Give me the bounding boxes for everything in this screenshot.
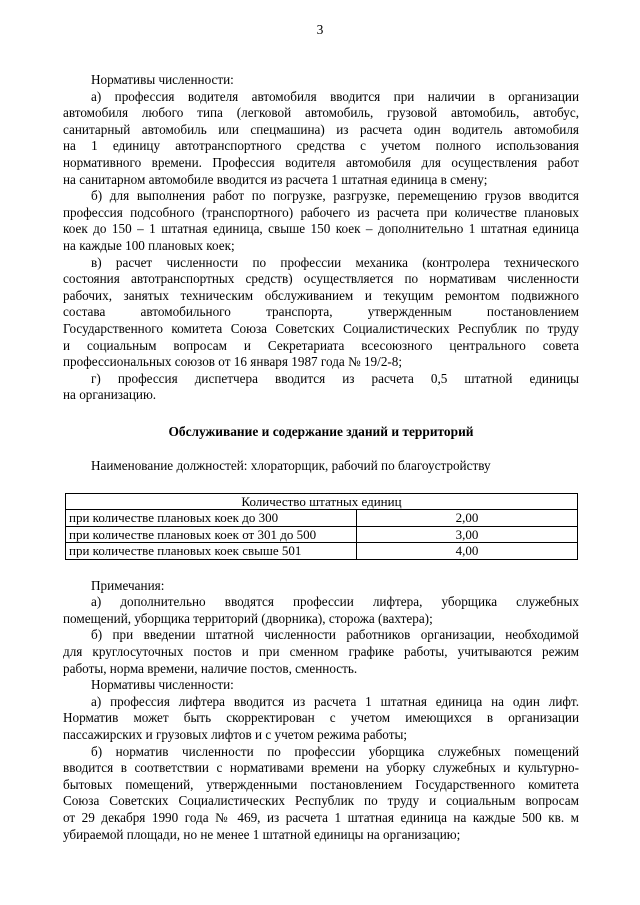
table-row [66, 510, 578, 526]
text-line: на 1 единицу автотранспортного средства с учетом полного использования [63, 138, 579, 154]
text-line: вводится в соответствии с нормативами времени на уборку служебных и культурно- [63, 760, 579, 776]
staff-table [65, 493, 578, 560]
text-line: б) норматив численности по профессии уборщика служебных помещений [91, 743, 579, 759]
norm-lift [63, 694, 579, 744]
paragraph-driver [63, 89, 579, 189]
positions-line: Наименование должностей: хлораторщик, рабочий по благоустройству [91, 458, 491, 474]
text-line: Норматив может быть скорректирован с учетом имеющихся в организации [63, 710, 579, 726]
note-b [63, 627, 579, 677]
text-line: на организацию. [63, 387, 157, 403]
text-line: бытовых помещений, утвержденными постановлением Государственного комитета [63, 776, 579, 792]
text-line: от 29 декабря 1990 года № 469, из расчета 1 штатная единица на каждые 500 кв. м [63, 810, 579, 825]
text-line: на санитарном автомобиле вводится из расчета 1 штатная единица в смену; [63, 171, 488, 187]
note-a [63, 594, 579, 627]
row-label: при количестве плановых коек от 301 до 500 [66, 526, 357, 542]
table-row [66, 543, 578, 559]
text-line: нормативного времени. Профессия водителя автомобиля для осуществления работ [63, 154, 579, 170]
row-value: 4,00 [357, 543, 578, 559]
text-line: санитарный автомобиль или спецмашина) из расчета один водитель автомобиля [63, 121, 579, 137]
text-line: б) при введении штатной численности работников организации, необходимой [91, 627, 579, 643]
text-line: б) для выполнения работ по погрузке, разгрузке, перемещению грузов вводится [91, 188, 579, 204]
text-line: а) профессия лифтера вводится из расчета 1 штатная единица на один лифт. [91, 693, 579, 709]
table-row [66, 526, 578, 542]
row-label: при количестве плановых коек свыше 501 [66, 543, 357, 559]
text-line: помещений, уборщика территорий (дворника), сторожа (вахтера); [63, 610, 433, 626]
notes-title: Примечания: [91, 577, 165, 593]
text-line: состава автомобильного транспорта, утвержденным постановлением [63, 304, 579, 320]
text-line: а) профессия водителя автомобиля вводится при наличии в организации [91, 88, 579, 104]
norms-title-2: Нормативы численности: [91, 677, 234, 693]
page-number: 3 [316, 22, 324, 37]
text-line: а) дополнительно вводятся профессии лифтера, уборщика служебных [91, 594, 579, 610]
text-line: автомобиля любого типа (легковой автомобиль, грузовой автомобиль, автобус, [63, 105, 579, 121]
row-value: 3,00 [357, 526, 578, 542]
text-line: работы, норма времени, наличие постов, сменность. [63, 660, 358, 676]
text-line: коек до 150 – 1 штатная единица, свыше 150 коек – дополнительно 1 штатная единица [63, 221, 579, 237]
paragraph-dispatcher [63, 371, 579, 404]
text-line: состояния автотранспортных средств) осуществляется по нормативам численности [63, 271, 579, 287]
paragraph-loader [63, 188, 579, 254]
row-label: при количестве плановых коек до 300 [66, 510, 357, 526]
norm-cleaner [63, 744, 579, 844]
text-line: профессиональных союзов от 16 января 1987 года № 19/2-8; [63, 354, 403, 370]
table-header-row [66, 494, 578, 510]
text-line: убираемой площади, но не менее 1 штатной единицы на организацию; [63, 826, 461, 842]
paragraph-mechanic [63, 255, 579, 371]
section-heading: Обслуживание и содержание зданий и территорий [168, 423, 474, 439]
row-value: 2,00 [357, 510, 578, 526]
text-line: на каждые 100 плановых коек; [63, 237, 235, 253]
text-line: в) расчет численности по профессии механика (контролера технического [91, 254, 579, 270]
text-line: Союза Советских Социалистических Республик по труду и социальным вопросам [63, 793, 579, 809]
text-line: профессия подсобного (транспортного) рабочего из расчета при количестве плановых [63, 204, 579, 220]
text-line: г) профессия диспетчера вводится из расчета 0,5 штатной единицы [91, 370, 579, 386]
text-line: Государственного комитета Союза Советских Социалистических Республик по труду [63, 320, 579, 336]
norms-title-1: Нормативы численности: [91, 72, 234, 87]
document-body [63, 72, 579, 843]
text-line: пассажирских и грузовых лифтов и с учетом режима работы; [63, 727, 408, 743]
text-line: и социальным вопросам и Секретариата всесоюзного центрального совета [63, 337, 579, 353]
table-header: Количество штатных единиц [66, 494, 578, 510]
text-line: для круглосуточных постов и при сменном графике работы, учитываются режим [63, 644, 579, 660]
text-line: рабочих, занятых техническим обслуживанием и текущим ремонтом подвижного [63, 287, 579, 303]
